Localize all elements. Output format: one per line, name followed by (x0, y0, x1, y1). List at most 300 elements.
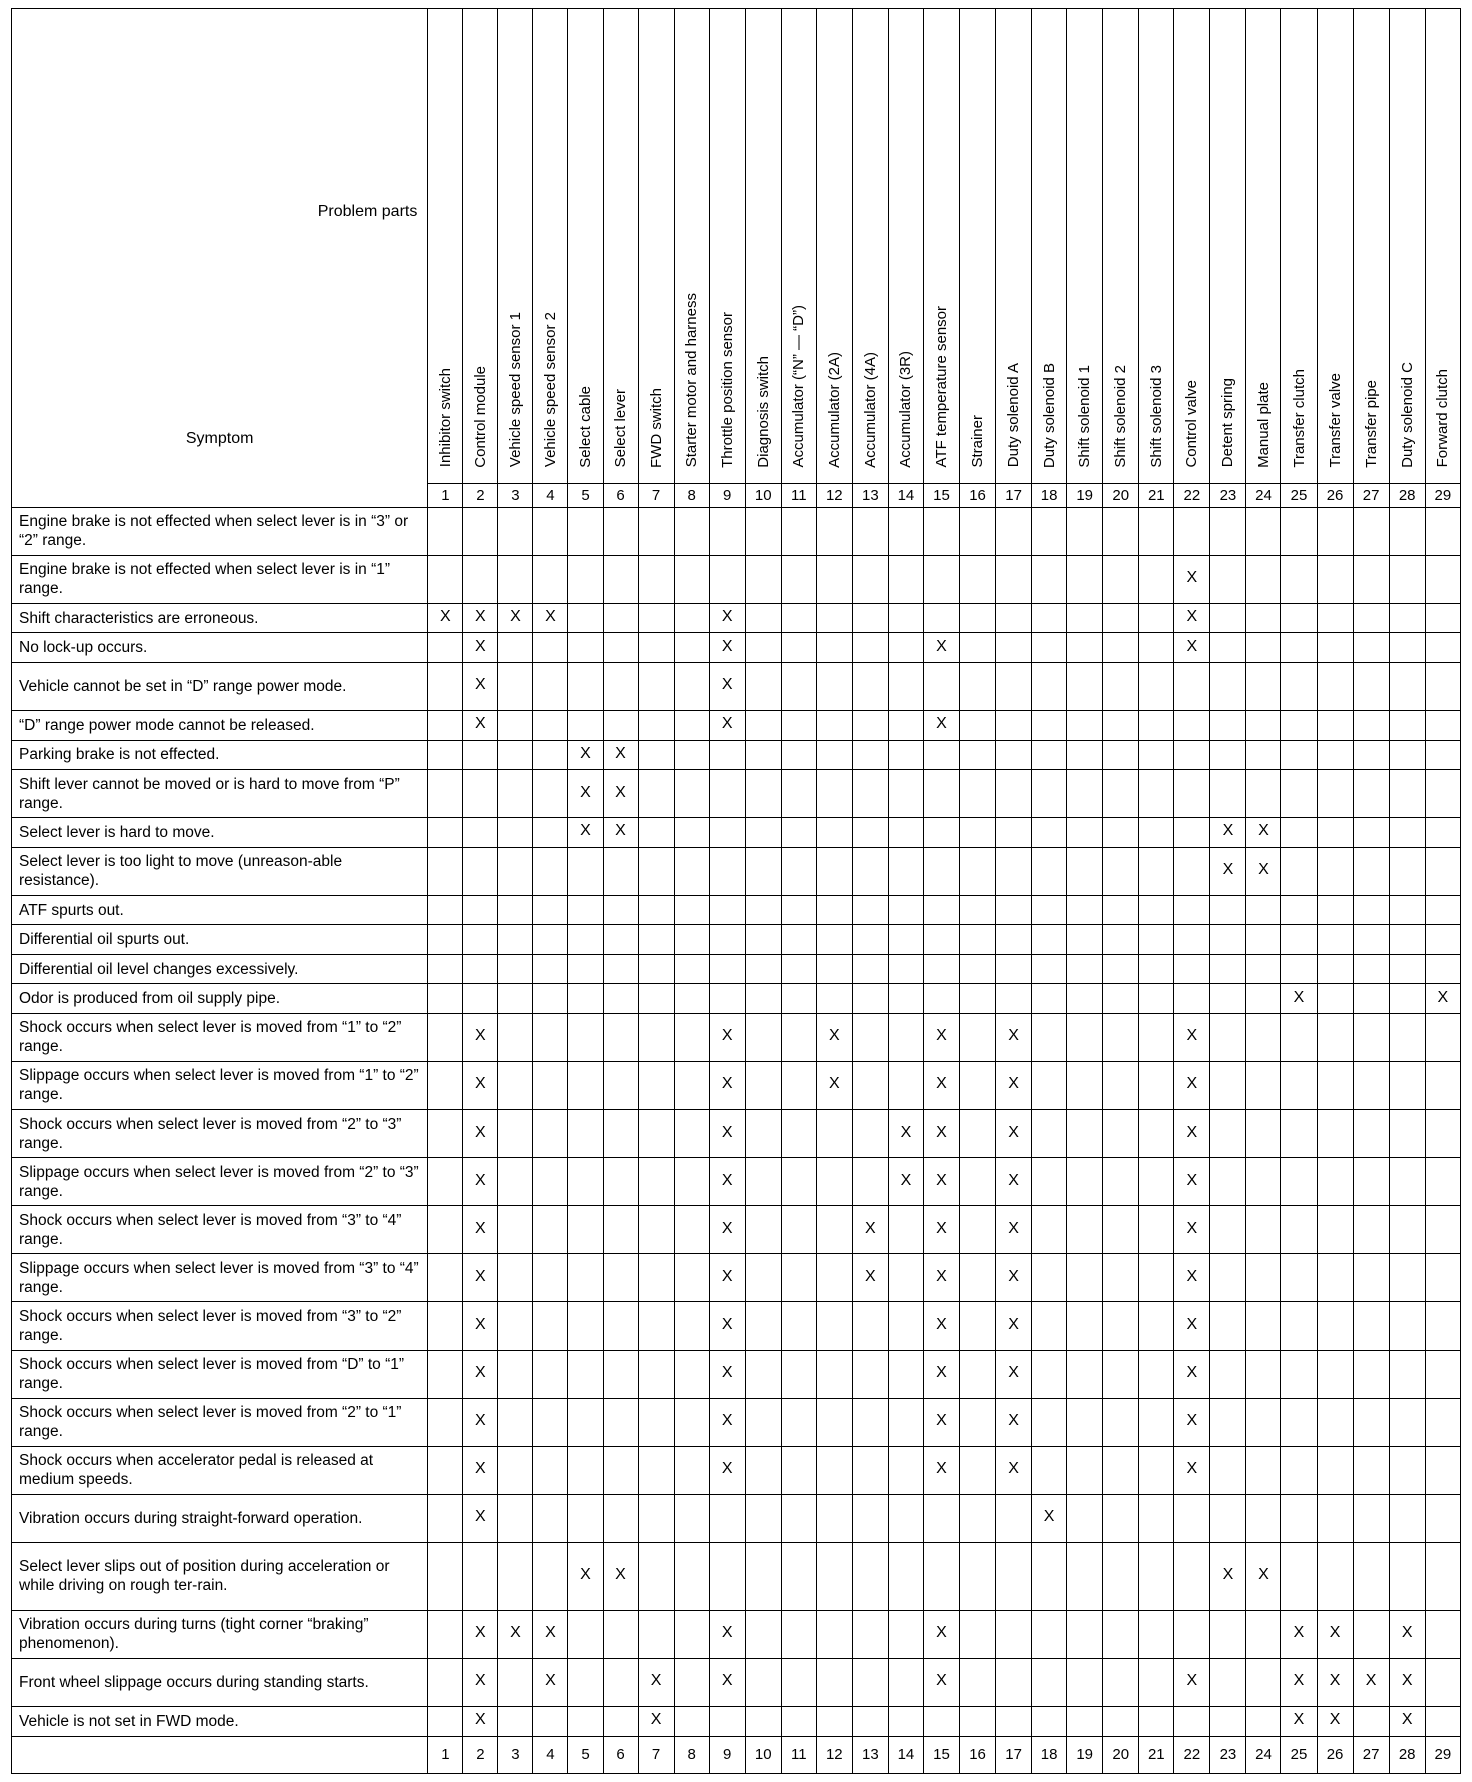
mark-cell (1067, 1707, 1103, 1737)
mark-cell (1067, 1398, 1103, 1446)
mark-cell (996, 662, 1032, 710)
symptom-row (12, 1658, 1461, 1706)
mark-cell (1210, 1543, 1246, 1611)
symptom-row (12, 555, 1461, 603)
mark-cell (533, 818, 568, 848)
footer-part-number-27: 27 (1353, 1736, 1389, 1773)
mark-cell (568, 740, 603, 770)
mark-cell (1425, 1543, 1460, 1611)
mark-cell (852, 847, 888, 895)
x-mark: X (936, 1267, 947, 1285)
mark-cell (498, 895, 533, 925)
mark-cell (533, 1610, 568, 1658)
mark-cell (816, 818, 852, 848)
mark-cell (1317, 1061, 1353, 1109)
mark-cell (603, 633, 638, 663)
mark-cell (852, 1206, 888, 1254)
part-name: Control valve (1183, 380, 1201, 468)
mark-cell (852, 984, 888, 1014)
mark-cell (463, 1061, 498, 1109)
x-mark: X (1186, 1412, 1198, 1430)
mark-cell (1246, 740, 1281, 770)
mark-cell (498, 1110, 533, 1158)
mark-cell (674, 711, 709, 741)
mark-cell (1067, 633, 1103, 663)
x-mark: X (865, 1219, 876, 1237)
mark-cell (568, 1350, 603, 1398)
mark-cell (781, 1350, 816, 1398)
mark-cell (816, 662, 852, 710)
mark-cell (996, 1707, 1032, 1737)
mark-cell (1067, 895, 1103, 925)
mark-cell (1210, 1302, 1246, 1350)
mark-cell (781, 984, 816, 1014)
part-header-15 (923, 9, 959, 484)
mark-cell (1246, 1610, 1281, 1658)
mark-cell (463, 740, 498, 770)
mark-cell (960, 662, 996, 710)
x-mark: X (1401, 1711, 1413, 1729)
symptom-row (12, 1350, 1461, 1398)
x-mark: X (475, 676, 486, 694)
mark-cell (1281, 662, 1317, 710)
x-mark: X (615, 822, 626, 840)
mark-cell (1317, 633, 1353, 663)
mark-cell (568, 555, 603, 603)
x-mark: X (440, 608, 451, 626)
mark-cell (1389, 818, 1425, 848)
mark-cell (745, 740, 781, 770)
mark-cell (852, 1110, 888, 1158)
mark-cell (1246, 662, 1281, 710)
mark-cell (533, 1446, 568, 1494)
mark-cell (638, 1658, 674, 1706)
mark-cell (1032, 954, 1067, 984)
mark-cell (745, 895, 781, 925)
mark-cell (852, 925, 888, 955)
mark-cell (428, 662, 463, 710)
mark-cell (960, 1061, 996, 1109)
mark-cell (888, 633, 923, 663)
part-name: Select cable (576, 385, 594, 468)
mark-cell (1353, 984, 1389, 1014)
mark-cell (1174, 662, 1210, 710)
mark-cell (1353, 740, 1389, 770)
mark-cell (463, 1206, 498, 1254)
mark-cell (1032, 555, 1067, 603)
mark-cell (852, 603, 888, 633)
mark-cell (781, 818, 816, 848)
mark-cell (1246, 1658, 1281, 1706)
mark-cell (888, 818, 923, 848)
part-header-25 (1281, 9, 1317, 484)
x-mark: X (1186, 1460, 1198, 1478)
footer-part-number-6: 6 (603, 1736, 638, 1773)
mark-cell (1425, 662, 1460, 710)
x-mark: X (721, 1123, 733, 1141)
mark-cell (1246, 1302, 1281, 1350)
mark-cell (1425, 711, 1460, 741)
mark-cell (498, 603, 533, 633)
symptom-row (12, 1543, 1461, 1611)
mark-cell (996, 818, 1032, 848)
mark-cell (674, 1013, 709, 1061)
x-mark: X (475, 1267, 486, 1285)
mark-cell (1389, 1494, 1425, 1542)
mark-cell (1174, 1610, 1210, 1658)
mark-cell (1174, 633, 1210, 663)
mark-cell (1353, 895, 1389, 925)
mark-cell (1246, 603, 1281, 633)
part-header-5 (568, 9, 603, 484)
mark-cell (498, 1350, 533, 1398)
mark-cell (996, 1658, 1032, 1706)
x-mark: X (721, 1624, 733, 1642)
mark-cell (533, 770, 568, 818)
mark-cell (428, 895, 463, 925)
mark-cell (1317, 925, 1353, 955)
mark-cell (1139, 1206, 1174, 1254)
symptom-row (12, 895, 1461, 925)
mark-cell (996, 984, 1032, 1014)
mark-cell (709, 1707, 745, 1737)
mark-cell (428, 954, 463, 984)
mark-cell (533, 1398, 568, 1446)
mark-cell (603, 1158, 638, 1206)
mark-cell (923, 1543, 959, 1611)
mark-cell (960, 895, 996, 925)
mark-cell (888, 1494, 923, 1542)
mark-cell (923, 1061, 959, 1109)
mark-cell (709, 1158, 745, 1206)
mark-cell (603, 1610, 638, 1658)
footer-part-number-9: 9 (709, 1736, 745, 1773)
mark-cell (603, 925, 638, 955)
footer-part-number-12: 12 (816, 1736, 852, 1773)
symptom-row (12, 770, 1461, 818)
mark-cell (709, 954, 745, 984)
part-header-14 (888, 9, 923, 484)
part-number-7: 7 (638, 483, 674, 507)
part-header-16 (960, 9, 996, 484)
mark-cell (1389, 1206, 1425, 1254)
mark-cell (996, 954, 1032, 984)
part-number-18: 18 (1032, 483, 1067, 507)
x-mark: X (1008, 1219, 1019, 1237)
footer-part-number-5: 5 (568, 1736, 603, 1773)
mark-cell (603, 895, 638, 925)
mark-cell (781, 1707, 816, 1737)
mark-cell (1139, 1350, 1174, 1398)
mark-cell (709, 1446, 745, 1494)
mark-cell (568, 711, 603, 741)
part-number-28: 28 (1389, 483, 1425, 507)
mark-cell (428, 1254, 463, 1302)
mark-cell (1281, 847, 1317, 895)
footer-part-number-21: 21 (1139, 1736, 1174, 1773)
mark-cell (996, 1543, 1032, 1611)
mark-cell (1032, 895, 1067, 925)
mark-cell (1210, 1658, 1246, 1706)
x-mark: X (475, 1219, 486, 1237)
mark-cell (1389, 984, 1425, 1014)
part-number-22: 22 (1174, 483, 1210, 507)
mark-cell (1103, 818, 1139, 848)
mark-cell (781, 954, 816, 984)
mark-cell (1353, 1398, 1389, 1446)
footer-part-number-8: 8 (674, 1736, 709, 1773)
mark-cell (603, 954, 638, 984)
mark-cell (674, 954, 709, 984)
mark-cell (1317, 1707, 1353, 1737)
mark-cell (1317, 1350, 1353, 1398)
x-mark: X (580, 822, 591, 840)
part-name: Shift solenoid 3 (1147, 365, 1165, 468)
mark-cell (781, 1013, 816, 1061)
part-header-4 (533, 9, 568, 484)
mark-cell (781, 1398, 816, 1446)
mark-cell (1389, 1707, 1425, 1737)
mark-cell (463, 1398, 498, 1446)
symptom-text: Shock occurs when select lever is moved from “D” to “1” range. (12, 1350, 428, 1398)
part-number-4: 4 (533, 483, 568, 507)
x-mark: X (1258, 861, 1269, 879)
mark-cell (888, 1658, 923, 1706)
mark-cell (1174, 954, 1210, 984)
mark-cell (674, 633, 709, 663)
mark-cell (1389, 507, 1425, 555)
mark-cell (1353, 507, 1389, 555)
mark-cell (1281, 1206, 1317, 1254)
mark-cell (428, 1302, 463, 1350)
mark-cell (709, 555, 745, 603)
x-mark: X (615, 783, 626, 801)
mark-cell (745, 770, 781, 818)
x-mark: X (936, 715, 947, 733)
mark-cell (1067, 925, 1103, 955)
x-mark: X (900, 1123, 912, 1141)
mark-cell (709, 507, 745, 555)
mark-cell (1425, 740, 1460, 770)
x-mark: X (1186, 1364, 1198, 1382)
mark-cell (533, 1658, 568, 1706)
symptom-row (12, 711, 1461, 741)
mark-cell (674, 1707, 709, 1737)
mark-cell (1281, 1398, 1317, 1446)
x-mark: X (1186, 1316, 1198, 1334)
mark-cell (816, 847, 852, 895)
mark-cell (923, 633, 959, 663)
mark-cell (745, 1707, 781, 1737)
mark-cell (674, 1398, 709, 1446)
mark-cell (1389, 711, 1425, 741)
mark-cell (568, 1254, 603, 1302)
symptom-text: Shock occurs when select lever is moved from “2” to “1” range. (12, 1398, 428, 1446)
mark-cell (888, 847, 923, 895)
mark-cell (1174, 507, 1210, 555)
mark-cell (816, 1446, 852, 1494)
mark-cell (923, 1254, 959, 1302)
mark-cell (1281, 711, 1317, 741)
mark-cell (816, 1206, 852, 1254)
x-mark: X (475, 637, 486, 655)
mark-cell (498, 711, 533, 741)
mark-cell (1389, 1446, 1425, 1494)
mark-cell (996, 1013, 1032, 1061)
mark-cell (638, 770, 674, 818)
mark-cell (960, 740, 996, 770)
mark-cell (923, 1206, 959, 1254)
parts-header-row (12, 9, 1461, 484)
mark-cell (781, 895, 816, 925)
mark-cell (1353, 818, 1389, 848)
mark-cell (1210, 1254, 1246, 1302)
mark-cell (1281, 603, 1317, 633)
mark-cell (709, 740, 745, 770)
mark-cell (1389, 1302, 1425, 1350)
part-header-28 (1389, 9, 1425, 484)
mark-cell (852, 1707, 888, 1737)
mark-cell (816, 1350, 852, 1398)
part-number-3: 3 (498, 483, 533, 507)
x-mark: X (475, 1364, 486, 1382)
mark-cell (1425, 925, 1460, 955)
mark-cell (1317, 662, 1353, 710)
footer-part-number-1: 1 (428, 1736, 463, 1773)
symptom-text: Engine brake is not effected when select lever is in “3” or “2” range. (12, 507, 428, 555)
mark-cell (1103, 1610, 1139, 1658)
mark-cell (923, 954, 959, 984)
mark-cell (1067, 1254, 1103, 1302)
mark-cell (1032, 1543, 1067, 1611)
symptom-row (12, 954, 1461, 984)
x-mark: X (475, 1711, 486, 1729)
mark-cell (745, 818, 781, 848)
mark-cell (463, 1158, 498, 1206)
mark-cell (498, 954, 533, 984)
part-header-19 (1067, 9, 1103, 484)
mark-cell (568, 1206, 603, 1254)
mark-cell (568, 1110, 603, 1158)
mark-cell (1174, 1206, 1210, 1254)
x-mark: X (1186, 637, 1198, 655)
mark-cell (816, 1061, 852, 1109)
mark-cell (996, 847, 1032, 895)
mark-cell (498, 984, 533, 1014)
mark-cell (888, 954, 923, 984)
mark-cell (745, 1658, 781, 1706)
mark-cell (852, 555, 888, 603)
mark-cell (638, 1446, 674, 1494)
mark-cell (1103, 1013, 1139, 1061)
x-mark: X (475, 715, 486, 733)
mark-cell (1425, 847, 1460, 895)
mark-cell (960, 1707, 996, 1737)
part-name: Forward clutch (1434, 369, 1452, 468)
mark-cell (745, 954, 781, 984)
mark-cell (1210, 847, 1246, 895)
symptom-row (12, 740, 1461, 770)
mark-cell (463, 633, 498, 663)
mark-cell (533, 555, 568, 603)
mark-cell (463, 1494, 498, 1542)
mark-cell (852, 770, 888, 818)
mark-cell (888, 984, 923, 1014)
mark-cell (1246, 925, 1281, 955)
symptom-row (12, 662, 1461, 710)
x-mark: X (1293, 988, 1305, 1006)
mark-cell (1103, 984, 1139, 1014)
mark-cell (603, 1707, 638, 1737)
mark-cell (638, 1061, 674, 1109)
mark-cell (996, 507, 1032, 555)
mark-cell (568, 1658, 603, 1706)
mark-cell (1317, 740, 1353, 770)
mark-cell (923, 1398, 959, 1446)
x-mark: X (1008, 1171, 1019, 1189)
mark-cell (1032, 1610, 1067, 1658)
mark-cell (498, 507, 533, 555)
x-mark: X (936, 1624, 947, 1642)
mark-cell (1067, 711, 1103, 741)
mark-cell (1317, 603, 1353, 633)
mark-cell (1174, 925, 1210, 955)
symptom-row (12, 1110, 1461, 1158)
part-name: Duty solenoid C (1398, 361, 1416, 468)
part-header-12 (816, 9, 852, 484)
mark-cell (960, 1206, 996, 1254)
part-header-24 (1246, 9, 1281, 484)
mark-cell (603, 1543, 638, 1611)
symptom-text: Shock occurs when select lever is moved from “2” to “3” range. (12, 1110, 428, 1158)
mark-cell (1281, 1658, 1317, 1706)
x-mark: X (1329, 1711, 1341, 1729)
mark-cell (1139, 1707, 1174, 1737)
footer-part-number-28: 28 (1389, 1736, 1425, 1773)
mark-cell (1067, 603, 1103, 633)
part-number-2: 2 (463, 483, 498, 507)
mark-cell (428, 1350, 463, 1398)
mark-cell (674, 507, 709, 555)
part-name: Shift solenoid 2 (1112, 365, 1130, 468)
mark-cell (745, 1350, 781, 1398)
mark-cell (888, 1446, 923, 1494)
mark-cell (1210, 603, 1246, 633)
mark-cell (781, 770, 816, 818)
mark-cell (533, 1061, 568, 1109)
mark-cell (781, 925, 816, 955)
mark-cell (674, 847, 709, 895)
mark-cell (1246, 1254, 1281, 1302)
mark-cell (1281, 984, 1317, 1014)
mark-cell (1210, 555, 1246, 603)
mark-cell (1281, 1302, 1317, 1350)
x-mark: X (1186, 1075, 1198, 1093)
footer-part-number-23: 23 (1210, 1736, 1246, 1773)
mark-cell (1210, 925, 1246, 955)
part-header-10 (745, 9, 781, 484)
mark-cell (1281, 1158, 1317, 1206)
part-name: Accumulator (4A) (861, 351, 879, 468)
part-name: Accumulator (“N” — “D”) (790, 305, 808, 468)
mark-cell (1032, 770, 1067, 818)
mark-cell (498, 662, 533, 710)
corner-cell (12, 9, 428, 508)
x-mark: X (936, 1075, 947, 1093)
mark-cell (603, 818, 638, 848)
symptom-text: Parking brake is not effected. (12, 740, 428, 770)
mark-cell (816, 1610, 852, 1658)
